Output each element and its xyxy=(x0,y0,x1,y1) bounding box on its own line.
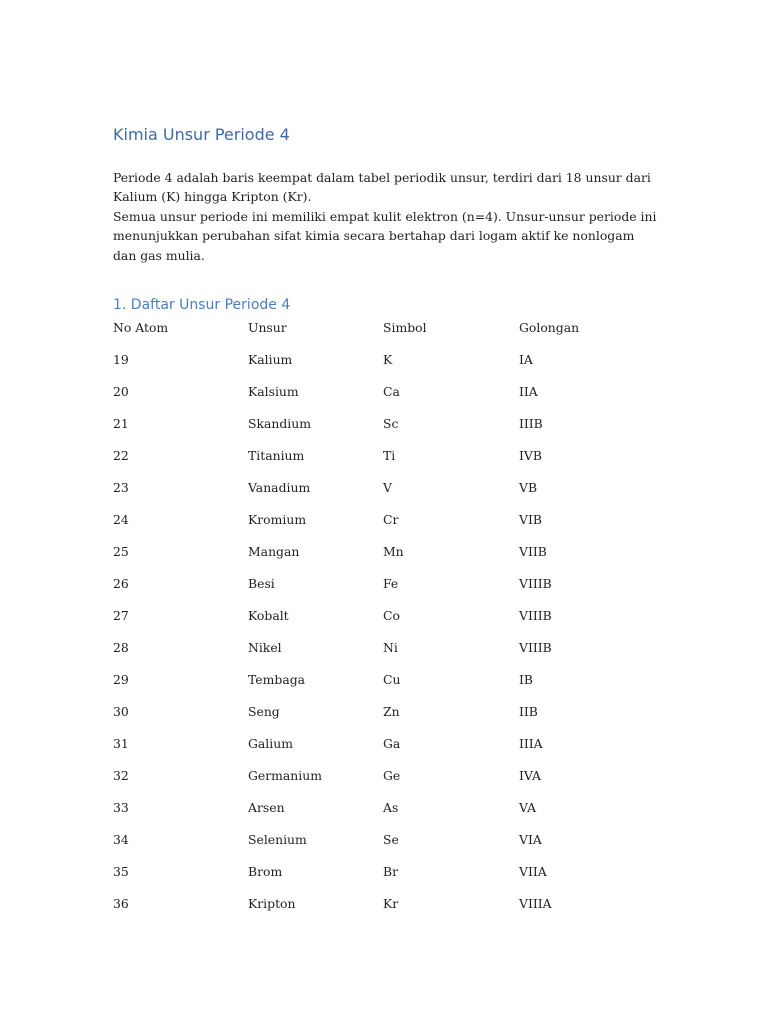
cell-element-name: Galium xyxy=(248,736,293,751)
cell-atomic-number: 21 xyxy=(113,416,129,431)
cell-atomic-number: 30 xyxy=(113,704,129,719)
cell-element-name: Kripton xyxy=(248,896,296,911)
column-header-element: Unsur xyxy=(248,320,287,335)
cell-symbol: Fe xyxy=(383,576,399,591)
cell-atomic-number: 36 xyxy=(113,896,129,911)
cell-symbol: Sc xyxy=(383,416,399,431)
cell-symbol: Zn xyxy=(383,704,400,719)
cell-symbol: Ti xyxy=(383,448,396,463)
cell-group: VA xyxy=(519,800,537,815)
table-row xyxy=(113,896,639,928)
cell-group: IA xyxy=(519,352,533,367)
cell-element-name: Besi xyxy=(248,576,275,591)
cell-element-name: Seng xyxy=(248,704,280,719)
cell-atomic-number: 34 xyxy=(113,832,129,847)
cell-group: IIIB xyxy=(519,416,543,431)
element-table xyxy=(113,320,639,928)
table-row xyxy=(113,576,639,608)
column-header-atomic-number: No Atom xyxy=(113,320,169,335)
intro-text xyxy=(113,168,658,265)
cell-element-name: Nikel xyxy=(248,640,282,655)
cell-element-name: Brom xyxy=(248,864,283,879)
cell-symbol: Co xyxy=(383,608,400,623)
cell-atomic-number: 19 xyxy=(113,352,129,367)
cell-group: VB xyxy=(519,480,538,495)
table-row xyxy=(113,640,639,672)
table-row xyxy=(113,480,639,512)
table-row xyxy=(113,608,639,640)
cell-symbol: Ni xyxy=(383,640,398,655)
table-row xyxy=(113,384,639,416)
cell-element-name: Mangan xyxy=(248,544,300,559)
cell-symbol: Se xyxy=(383,832,399,847)
cell-atomic-number: 25 xyxy=(113,544,129,559)
cell-atomic-number: 24 xyxy=(113,512,129,527)
table-row xyxy=(113,512,639,544)
cell-element-name: Kalsium xyxy=(248,384,299,399)
table-row xyxy=(113,736,639,768)
document-title: Kimia Unsur Periode 4 xyxy=(113,125,290,144)
intro-paragraph-2: Semua unsur periode ini memiliki empat kulit elektron (n=4). Unsur-unsur periode ini menunjukkan perubahan sifat kimia secara bertahap dari logam aktif ke nonlogam dan gas mulia. xyxy=(113,208,657,263)
cell-symbol: K xyxy=(383,352,393,367)
cell-element-name: Germanium xyxy=(248,768,322,783)
table-row xyxy=(113,544,639,576)
column-header-group: Golongan xyxy=(519,320,580,335)
cell-symbol: As xyxy=(383,800,399,815)
cell-group: VIIIB xyxy=(519,576,552,591)
cell-atomic-number: 31 xyxy=(113,736,129,751)
cell-group: IIIA xyxy=(519,736,543,751)
cell-group: VIIIB xyxy=(519,608,552,623)
cell-group: VIIA xyxy=(519,864,547,879)
table-header-row xyxy=(113,320,639,352)
cell-symbol: Cu xyxy=(383,672,401,687)
cell-atomic-number: 33 xyxy=(113,800,129,815)
cell-atomic-number: 26 xyxy=(113,576,129,591)
cell-atomic-number: 29 xyxy=(113,672,129,687)
cell-symbol: Ga xyxy=(383,736,401,751)
cell-symbol: Ca xyxy=(383,384,400,399)
cell-group: VIB xyxy=(519,512,542,527)
cell-symbol: Cr xyxy=(383,512,399,527)
table-row xyxy=(113,416,639,448)
cell-atomic-number: 22 xyxy=(113,448,129,463)
cell-symbol: Ge xyxy=(383,768,401,783)
cell-element-name: Vanadium xyxy=(248,480,311,495)
cell-atomic-number: 32 xyxy=(113,768,129,783)
cell-group: VIA xyxy=(519,832,542,847)
table-row xyxy=(113,864,639,896)
cell-atomic-number: 23 xyxy=(113,480,129,495)
column-header-symbol: Simbol xyxy=(383,320,427,335)
cell-element-name: Tembaga xyxy=(248,672,306,687)
intro-paragraph-1: Periode 4 adalah baris keempat dalam tabel periodik unsur, terdiri dari 18 unsur dari Kalium (K) hingga Kripton (Kr). xyxy=(113,170,651,205)
cell-element-name: Kobalt xyxy=(248,608,289,623)
table-row xyxy=(113,352,639,384)
table-row xyxy=(113,768,639,800)
table-row xyxy=(113,800,639,832)
cell-element-name: Skandium xyxy=(248,416,311,431)
table-row xyxy=(113,832,639,864)
cell-symbol: V xyxy=(383,480,392,495)
cell-group: IVA xyxy=(519,768,541,783)
cell-group: VIIIB xyxy=(519,640,552,655)
cell-element-name: Arsen xyxy=(248,800,285,815)
cell-atomic-number: 20 xyxy=(113,384,129,399)
cell-group: VIIB xyxy=(519,544,547,559)
cell-atomic-number: 28 xyxy=(113,640,129,655)
cell-group: IIA xyxy=(519,384,538,399)
cell-element-name: Kalium xyxy=(248,352,293,367)
table-row xyxy=(113,672,639,704)
table-row xyxy=(113,448,639,480)
cell-symbol: Br xyxy=(383,864,399,879)
cell-group: IIB xyxy=(519,704,538,719)
section-heading-element-list: 1. Daftar Unsur Periode 4 xyxy=(113,297,291,313)
cell-element-name: Titanium xyxy=(248,448,305,463)
table-row xyxy=(113,704,639,736)
cell-element-name: Selenium xyxy=(248,832,307,847)
cell-group: IVB xyxy=(519,448,542,463)
cell-group: VIIIA xyxy=(519,896,552,911)
cell-symbol: Mn xyxy=(383,544,404,559)
cell-atomic-number: 27 xyxy=(113,608,129,623)
cell-group: IB xyxy=(519,672,533,687)
cell-atomic-number: 35 xyxy=(113,864,129,879)
cell-symbol: Kr xyxy=(383,896,399,911)
cell-element-name: Kromium xyxy=(248,512,307,527)
